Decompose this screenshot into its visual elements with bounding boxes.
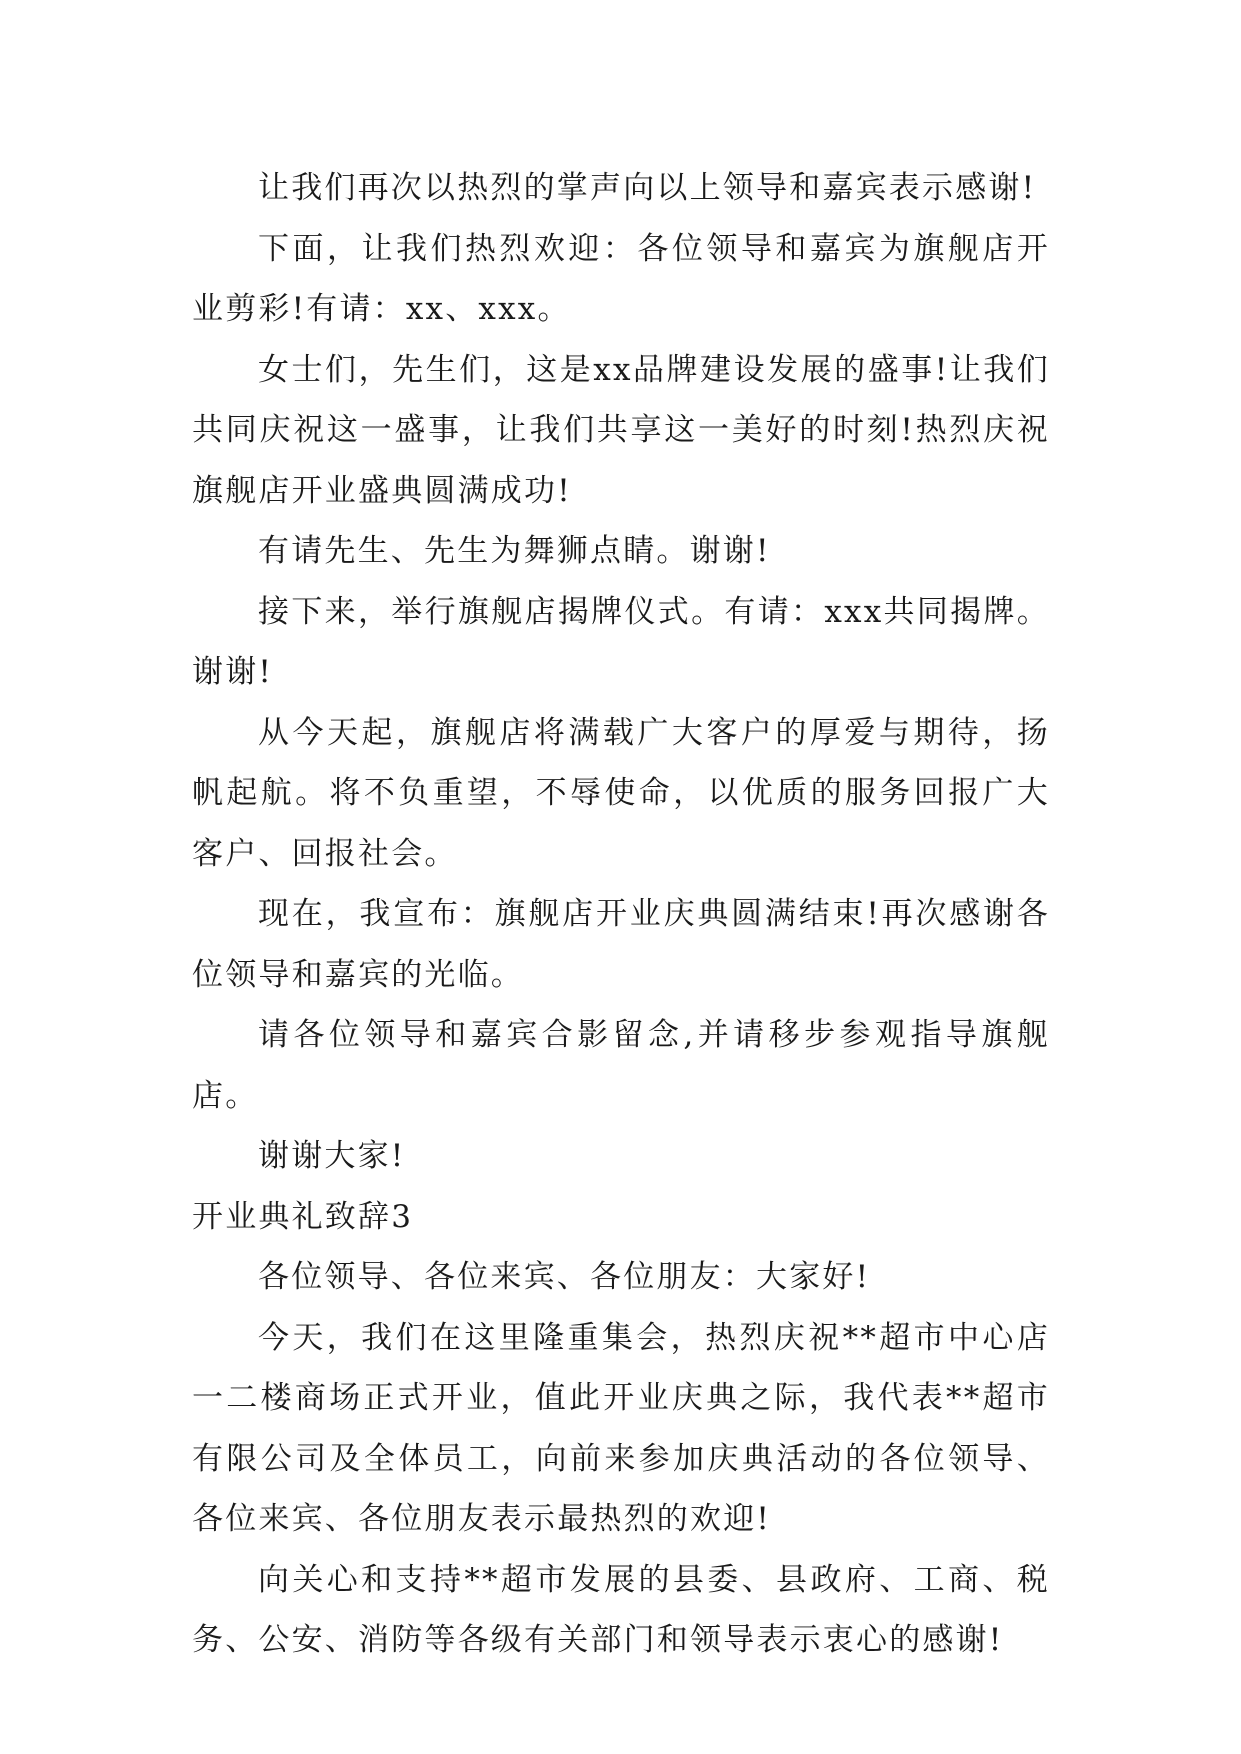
paragraph: 各位领导、各位来宾、各位朋友：大家好! xyxy=(258,1259,871,1295)
section-heading: 开业典礼致辞3 xyxy=(192,1198,414,1235)
paragraph: 接下来，举行旗舰店揭牌仪式。有请：xxx共同揭牌。谢谢! xyxy=(192,593,1050,690)
paragraph: 现在，我宣布：旗舰店开业庆典圆满结束!再次感谢各位领导和嘉宾的光临。 xyxy=(192,896,1050,993)
paragraph: 有请先生、先生为舞狮点睛。谢谢! xyxy=(258,533,771,569)
paragraph: 让我们再次以热烈的掌声向以上领导和嘉宾表示感谢! xyxy=(258,170,1037,206)
paragraph: 女士们，先生们，这是xx品牌建设发展的盛事!让我们共同庆祝这一盛事，让我们共享这一美好的时刻!热烈庆祝旗舰店开业盛典圆满成功! xyxy=(192,351,1050,509)
paragraph: 下面，让我们热烈欢迎：各位领导和嘉宾为旗舰店开业剪彩!有请：xx、xxx。 xyxy=(192,230,1050,327)
paragraph: 请各位领导和嘉宾合影留念,并请移步参观指导旗舰店。 xyxy=(192,1017,1050,1114)
paragraph: 向关心和支持**超市发展的县委、县政府、工商、税务、公安、消防等各级有关部门和领导表示衷心的感谢! xyxy=(192,1561,1050,1658)
paragraph: 从今天起，旗舰店将满载广大客户的厚爱与期待，扬帆起航。将不负重望，不辱使命，以优质的服务回报广大客户、回报社会。 xyxy=(192,714,1050,872)
paragraph: 谢谢大家! xyxy=(258,1138,406,1174)
paragraph: 今天，我们在这里隆重集会，热烈庆祝**超市中心店一二楼商场正式开业，值此开业庆典之际，我代表**超市有限公司及全体员工，向前来参加庆典活动的各位领导、各位来宾、各位朋友表示最热烈的欢迎! xyxy=(192,1319,1050,1537)
document-body xyxy=(192,158,1050,1671)
